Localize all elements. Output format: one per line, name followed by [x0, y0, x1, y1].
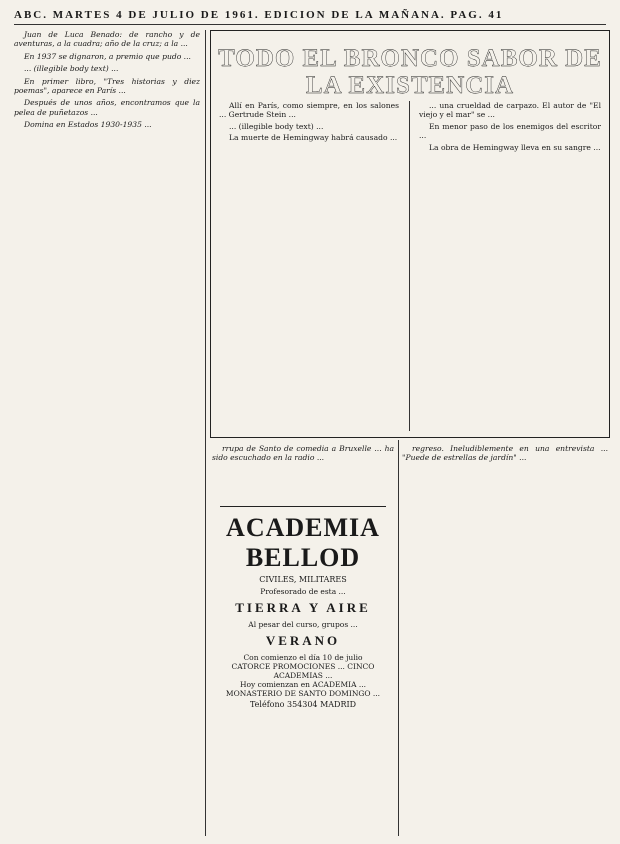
- paragraph: regreso. Ineludiblemente en una entrevista ... "Puede de estrellas de jardín" ...: [402, 444, 608, 463]
- column-rule: [409, 101, 410, 431]
- paragraph: ... (illegible body text) ...: [24, 64, 119, 74]
- paragraph: La muerte de Hemingway habrá causado ...: [229, 133, 398, 143]
- ad-line: MONASTERIO DE SANTO DOMINGO ...: [225, 689, 381, 698]
- ad-line: Con comienzo el día 10 de julio: [243, 653, 363, 662]
- divider: [220, 506, 386, 507]
- paragraph: Juan de Luca Benado: de rancho y de aventuras, a la cuadra; año de la cruz; a la ...: [14, 30, 200, 49]
- column-rule: [205, 30, 206, 836]
- paragraph: Allí en París, como siempre, en los salones ... Gertrude Stein ...: [219, 101, 399, 120]
- article-headline: TODO EL BRONCO SABOR DE LA EXISTENCIA: [218, 45, 602, 99]
- ad-line: Hoy comienzan en ACADEMIA ...: [239, 680, 367, 689]
- column-rule: [398, 440, 399, 836]
- ad-line: CATORCE PROMOCIONES ... CINCO ACADEMIAS ...: [231, 662, 375, 680]
- paragraph: rrupa de Santo de comedia a Bruxelle ... ha sido escuchado en la radio ...: [212, 444, 394, 463]
- advertisement: [212, 504, 394, 836]
- paragraph: En primer libro, "Tres historias y diez poemas", aparece en París ...: [14, 76, 200, 96]
- paragraph: Después de unos años, encontramos que la pelea de puñetazos ...: [14, 98, 200, 117]
- paragraph: En 1937 se dignaron, a premio que pudo ...: [24, 51, 191, 61]
- article-column-2: [419, 101, 601, 431]
- article-column-1: [219, 101, 399, 431]
- ad-line: Al pesar del curso, grupos ...: [248, 620, 358, 629]
- page-header: ABC. MARTES 4 DE JULIO DE 1961. EDICION DE LA MAÑANA. PAG. 41: [14, 6, 606, 25]
- paragraph: ... una crueldad de carpazo. El autor de "El viejo y el mar" se ...: [419, 101, 601, 120]
- paragraph: ... (illegible body text) ...: [229, 121, 324, 131]
- ad-title: ACADEMIA BELLOD: [226, 513, 380, 572]
- ad-heading: VERANO: [265, 633, 341, 648]
- paragraph: La obra de Hemingway lleva en su sangre ...: [429, 142, 601, 152]
- left-column: [14, 30, 200, 832]
- paragraph: En menor paso de los enemigos del escritor ...: [419, 121, 601, 141]
- ad-line: Teléfono 354304 MADRID: [249, 700, 357, 709]
- paragraph: Domina en Estados 1930-1935 ...: [24, 120, 152, 130]
- article-box: [210, 30, 610, 438]
- ad-line: Profesorado de esta ...: [260, 587, 346, 596]
- ad-line: CIVILES, MILITARES: [259, 575, 347, 584]
- ad-heading: TIERRA Y AIRE: [235, 600, 371, 615]
- bottom-column-2: [402, 444, 608, 834]
- bottom-column-1: [212, 444, 394, 500]
